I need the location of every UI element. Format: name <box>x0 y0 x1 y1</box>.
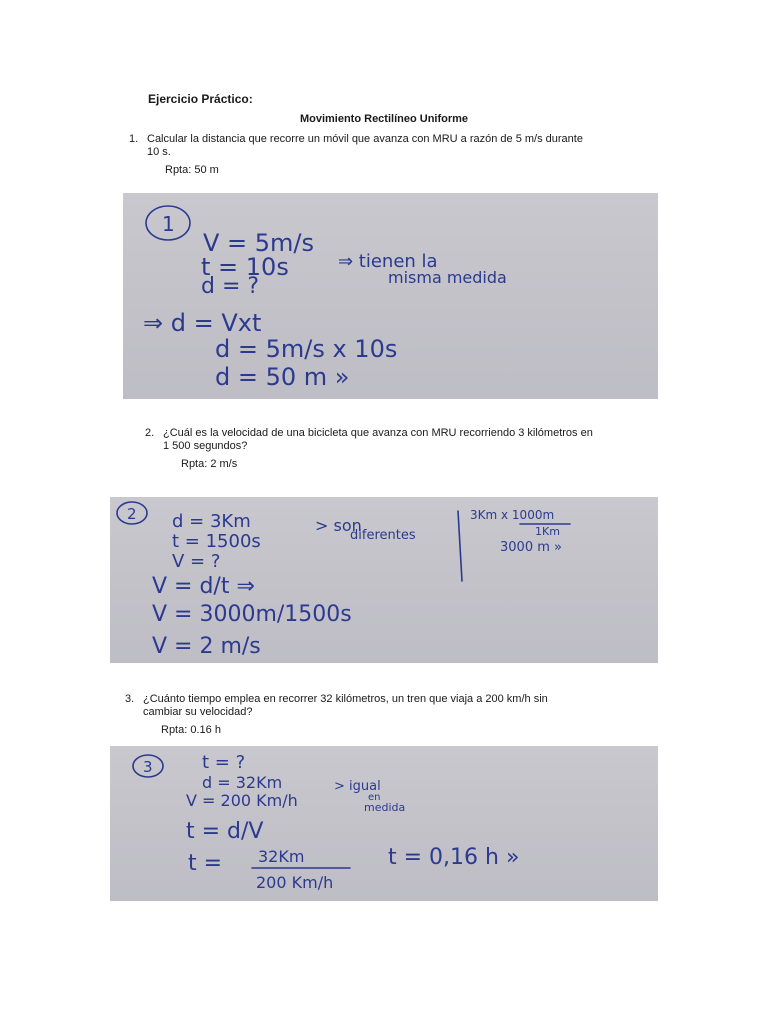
hw-line: V = 3000m/1500s <box>152 602 352 627</box>
hw-circle-number: 3 <box>143 758 153 776</box>
question-text-line1: ¿Cuánto tiempo emplea en recorrer 32 kilómetros, un tren que viaja a 200 km/h sin <box>143 693 548 705</box>
question-number: 2. <box>145 427 155 439</box>
hw-result: t = 0,16 h » <box>388 845 520 870</box>
hw-line: d = 5m/s x 10s <box>215 335 398 363</box>
hw-circle-number: 2 <box>127 505 137 523</box>
hw-line: t = 1500s <box>172 531 261 552</box>
answer-1: Rpta: 50 m <box>165 164 219 176</box>
question-number: 1. <box>129 133 139 145</box>
hw-line: V = 2 m/s <box>152 634 261 659</box>
hw-note: > igual <box>334 779 381 794</box>
hw-line: ⇒ d = Vxt <box>143 309 262 337</box>
hw-note: > son <box>315 516 362 535</box>
question-text-line2: 1 500 segundos? <box>163 440 248 452</box>
hw-circle-number: 1 <box>162 212 175 236</box>
hw-line: t = <box>188 851 223 876</box>
separator-line <box>458 511 462 581</box>
document-title: Movimiento Rectilíneo Uniforme <box>299 113 469 125</box>
hw-line: t = 10s <box>201 253 289 281</box>
hw-note: misma medida <box>388 268 507 287</box>
hw-line: V = 5m/s <box>203 229 315 257</box>
hw-note: en <box>368 792 381 803</box>
hw-fraction-numerator: 32Km <box>258 847 305 866</box>
hw-note: ⇒ tienen la <box>338 251 438 272</box>
hw-line: V = d/t ⇒ <box>152 574 255 599</box>
hw-line: V = ? <box>172 551 221 572</box>
hw-line: V = 200 Km/h <box>186 791 298 810</box>
hw-line: d = 32Km <box>202 773 283 792</box>
hw-line: t = ? <box>202 752 246 773</box>
answer-2: Rpta: 2 m/s <box>181 458 238 470</box>
hw-fraction-denominator: 200 Km/h <box>256 873 334 892</box>
hw-line: d = ? <box>201 274 260 299</box>
exercise-heading: Ejercicio Práctico: <box>148 92 253 106</box>
question-3 <box>125 693 645 721</box>
handwritten-solution-3 <box>110 746 658 901</box>
hw-note: diferentes <box>350 528 416 543</box>
question-text-line1: ¿Cuál es la velocidad de una bicicleta que avanza con MRU recorriendo 3 kilómetros en <box>163 427 593 439</box>
hw-conversion: 3Km x 1000m <box>470 508 555 522</box>
handwritten-solution-1 <box>123 193 658 399</box>
hw-line: t = d/V <box>186 819 264 844</box>
question-text-line1: Calcular la distancia que recorre un móvil que avanza con MRU a razón de 5 m/s durante <box>147 133 583 145</box>
hw-note: medida <box>364 801 406 814</box>
hw-conversion: 3000 m » <box>500 540 562 555</box>
hw-line: d = 50 m » <box>215 363 350 391</box>
answer-3: Rpta: 0.16 h <box>161 724 221 736</box>
question-number: 3. <box>125 693 135 705</box>
question-text-line2: cambiar su velocidad? <box>143 706 253 718</box>
question-2 <box>145 427 645 455</box>
handwritten-solution-2 <box>110 497 658 663</box>
hw-line: d = 3Km <box>172 511 251 532</box>
hw-conversion: 1Km <box>535 525 560 538</box>
question-1 <box>129 133 649 161</box>
question-text-line2: 10 s. <box>147 146 171 158</box>
